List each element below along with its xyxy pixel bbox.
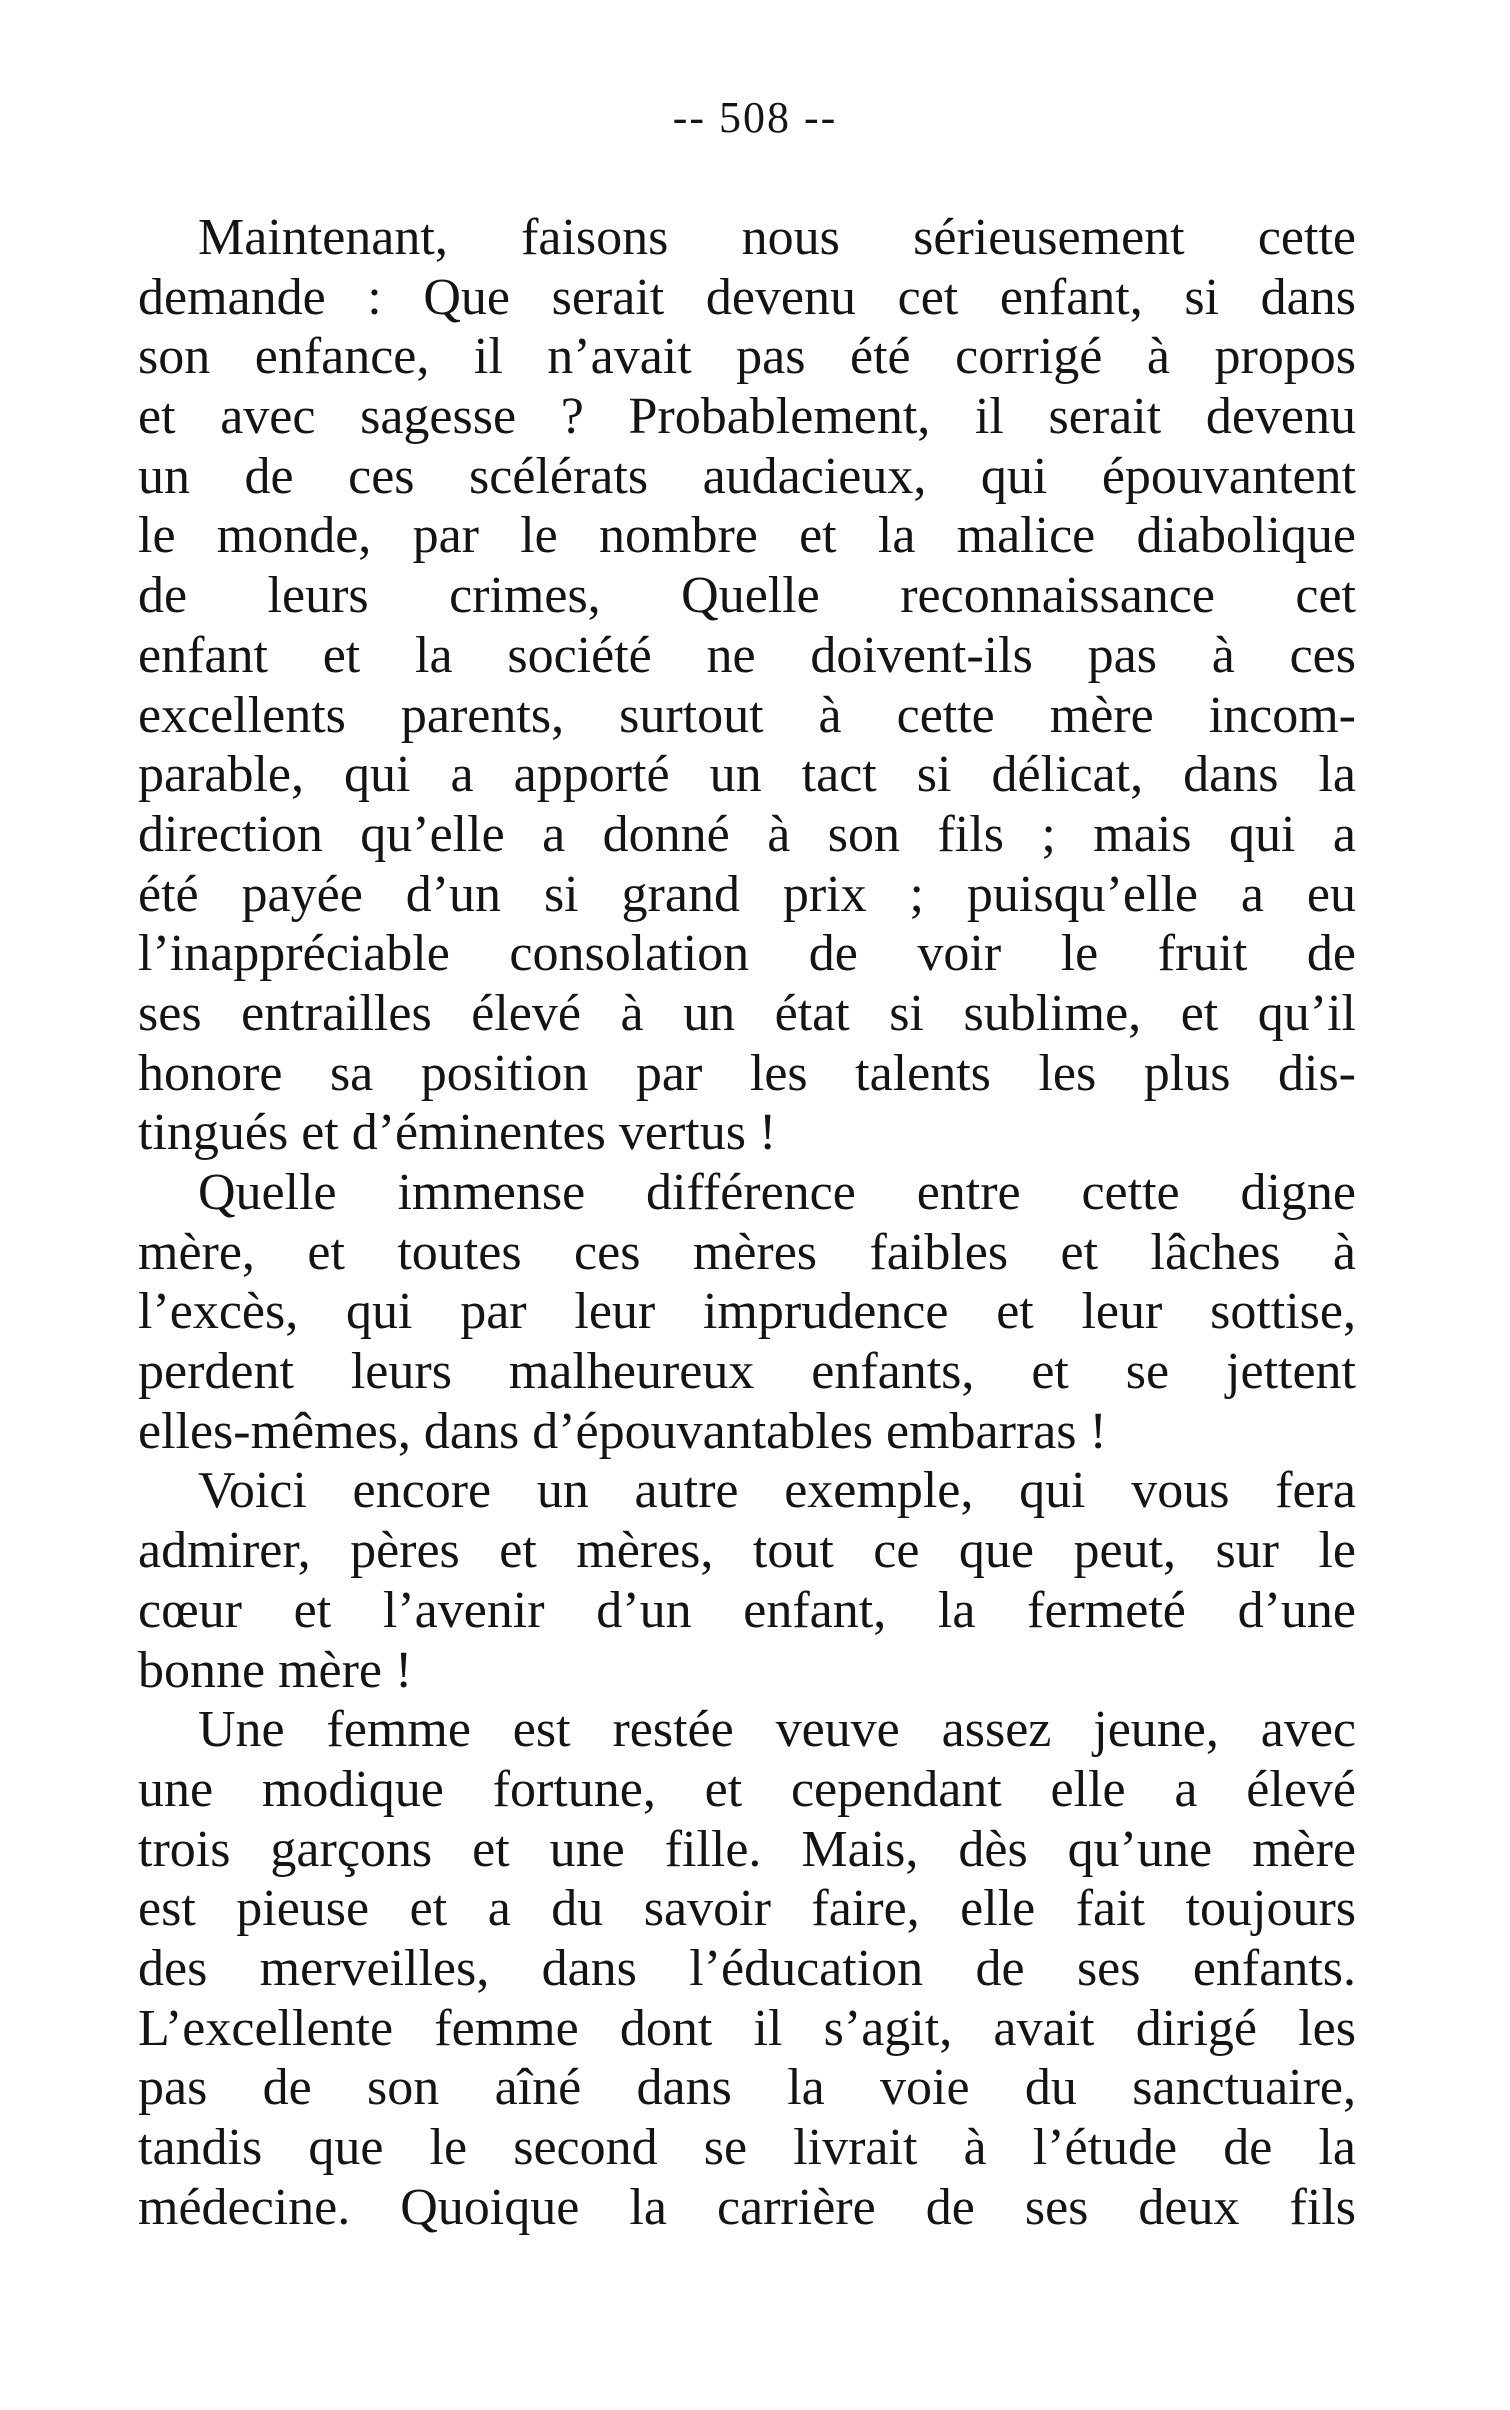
text-line: une modique fortune, et cependant elle a élevé xyxy=(138,1760,1356,1818)
text-line: un de ces scélérats audacieux, qui épouvantent xyxy=(138,447,1356,505)
text-line: tingués et d’éminentes vertus ! xyxy=(138,1104,777,1162)
text-line: admirer, pères et mères, tout ce que peut, sur le xyxy=(138,1522,1356,1580)
text-line: son enfance, il n’avait pas été corrigé à propos xyxy=(138,328,1356,386)
text-line: parable, qui a apporté un tact si délicat, dans la xyxy=(138,746,1356,804)
text-line: elles-mêmes, dans d’épouvantables embarras ! xyxy=(138,1402,1107,1460)
text-line: pas de son aîné dans la voie du sanctuaire, xyxy=(138,2059,1356,2117)
page-number: -- 508 -- xyxy=(672,93,838,142)
text-line: perdent leurs malheureux enfants, et se jettent xyxy=(138,1343,1356,1401)
text-line: été payée d’un si grand prix ; puisqu’elle a eu xyxy=(138,865,1356,923)
text-line: tandis que le second se livrait à l’étude de la xyxy=(138,2119,1356,2176)
text-line: demande : Que serait devenu cet enfant, si dans xyxy=(138,268,1356,326)
text-line: de leurs crimes, Quelle reconnaissance cet xyxy=(138,567,1356,625)
text-line: enfant et la société ne doivent-ils pas à ces xyxy=(138,626,1356,684)
text-line: Voici encore un autre exemple, qui vous fera xyxy=(198,1462,1356,1520)
text-line: l’excès, qui par leur imprudence et leur sottise, xyxy=(138,1283,1356,1341)
text-line: direction qu’elle a donné à son fils ; mais qui a xyxy=(138,805,1356,863)
text-line: L’excellente femme dont il s’agit, avait dirigé les xyxy=(138,1999,1356,2057)
text-line: cœur et l’avenir d’un enfant, la fermeté d’une xyxy=(138,1581,1356,1639)
text-line: excellents parents, surtout à cette mère incom- xyxy=(138,686,1356,744)
paragraph-4 xyxy=(138,1700,1356,2237)
text-line: l’inappréciable consolation de voir le fruit de xyxy=(138,925,1356,983)
paragraph-2 xyxy=(138,1163,1356,1461)
text-line: médecine. Quoique la carrière de ses deux fils xyxy=(138,2178,1356,2236)
text-line: honore sa position par les talents les plus dis- xyxy=(138,1044,1356,1102)
text-line: mère, et toutes ces mères faibles et lâches à xyxy=(138,1223,1356,1281)
body-text xyxy=(138,208,1356,2237)
text-line: le monde, par le nombre et la malice diabolique xyxy=(138,507,1356,565)
text-line: Une femme est restée veuve assez jeune, avec xyxy=(198,1701,1356,1759)
text-line: trois garçons et une fille. Mais, dès qu’une mère xyxy=(138,1820,1356,1878)
text-line: est pieuse et a du savoir faire, elle fait toujours xyxy=(138,1880,1356,1938)
text-line: Maintenant, faisons nous sérieusement cette xyxy=(198,209,1356,266)
text-line: et avec sagesse ? Probablement, il serait devenu xyxy=(138,388,1356,446)
paragraph-3 xyxy=(138,1461,1356,1700)
paragraph-1 xyxy=(138,208,1356,1163)
text-line: bonne mère ! xyxy=(138,1641,413,1699)
text-line: Quelle immense différence entre cette digne xyxy=(198,1164,1356,1221)
text-line: ses entrailles élevé à un état si sublime, et qu’il xyxy=(138,984,1356,1042)
text-line: des merveilles, dans l’éducation de ses enfants. xyxy=(138,1939,1356,1997)
